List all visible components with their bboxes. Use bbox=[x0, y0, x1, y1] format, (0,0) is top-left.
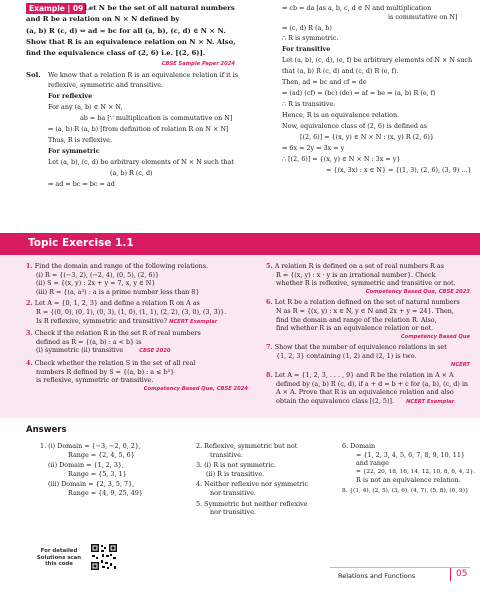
answer-line: transitive. bbox=[210, 450, 243, 459]
solution-line: Then, ad = bc and cf = de bbox=[282, 78, 367, 86]
question-text: N as R = {(x, y) : x ∈ N, y ∈ N and 2x + y = 24}. Then, bbox=[276, 306, 454, 315]
solution-heading: For reflexive bbox=[48, 92, 93, 100]
question-number: 5. bbox=[266, 262, 273, 270]
source-tag: NCERT Exemplar bbox=[169, 318, 218, 325]
question-text: (i) symmetric (ii) transitive bbox=[36, 346, 124, 355]
answer-line: Range = {5, 3, 1} bbox=[68, 469, 127, 478]
question-text: R = {(x, y) : x · y is an irrational number}. Check bbox=[276, 270, 436, 279]
source-tag: NCERT Exemplar bbox=[406, 398, 455, 405]
question-text: obtain the equivalence class [(2, 5)]. bbox=[276, 396, 395, 405]
solution-line: ∴ R is transitive. bbox=[282, 100, 336, 108]
question-text: numbers R defined by S = {(a, b) : a ≤ b³} bbox=[36, 367, 175, 376]
solution-line: We know that a relation R is an equivalence relation if it is bbox=[48, 71, 239, 79]
question-number: 3. bbox=[26, 329, 33, 338]
solution-line: ⇒ 6x = 2y ⇒ 3x = y bbox=[282, 144, 345, 152]
solution-line: = {(x, 3x) : x ∈ N} = {(1, 3), (2, 6), (3, 9) ...} bbox=[326, 166, 472, 174]
question-text: Check if the relation R in the set R of real numbers bbox=[34, 329, 201, 338]
answer-line: and range bbox=[356, 459, 389, 468]
question-text: (iii) R = {(a, a³) : a is a prime number less than 8} bbox=[36, 287, 200, 296]
chapter-title: Relations and Functions bbox=[338, 572, 416, 580]
answer-line: Range = {2, 4, 5, 6} bbox=[68, 450, 135, 459]
answer-line: Range = {4, 9, 25, 49} bbox=[68, 488, 143, 497]
exercise-question bbox=[266, 371, 470, 406]
question-text: Find the domain and range of the following relations. bbox=[34, 262, 209, 270]
source-tag: Competency Based Que, CBSE 2024 bbox=[143, 385, 248, 392]
answer-line: R is not an equivalence relation. bbox=[356, 476, 461, 485]
exercise-question bbox=[266, 343, 470, 369]
example-question-line-1: Let N be the set of all natural numbers bbox=[84, 4, 235, 12]
answer-line: 5. Symmetric but neither reflexive bbox=[196, 499, 308, 508]
question-text: R = {(0, 0), (0, 1), (0, 3), (1, 0), (1, 1), (2, 2), (3, 0), (3, 3)}. bbox=[36, 307, 227, 316]
question-number: 4. bbox=[26, 358, 33, 367]
exercise-question bbox=[266, 298, 470, 341]
answer-line: = {22, 20, 18, 16, 14, 12, 10, 8, 6, 4, 2}. bbox=[356, 468, 476, 475]
question-number: 6. bbox=[266, 298, 273, 307]
question-text: defined by (a, b) R (c, d), if a + d = b + c for (a, b), (c, d) in bbox=[276, 379, 469, 388]
answer-line: 6. Domain bbox=[342, 442, 376, 450]
footer-separator bbox=[450, 568, 451, 581]
solution-line: Let (a, b), (c, d), (e, f) be arbitrary elements of N × N such bbox=[282, 56, 473, 64]
question-text: find the domain and range of the relation R. Also, bbox=[276, 315, 437, 324]
solution-line: is commutative on N] bbox=[388, 13, 458, 21]
solution-line: Thus, R is reflexive. bbox=[48, 136, 112, 144]
solution-line: Now, equivalence class of (2, 6) is defined as bbox=[282, 122, 428, 130]
solution-line: Let (a, b), (c, d) be arbitrary elements of N × N such that bbox=[48, 158, 234, 166]
example-label: Example | 09 bbox=[26, 3, 86, 14]
answer-line: nor transitive. bbox=[210, 508, 256, 517]
solution-heading: For transitive bbox=[282, 45, 331, 53]
solution-line: ∴ [(2, 6)] = {(x, y) ∈ N × N : 3x = y} bbox=[282, 155, 401, 163]
question-number: 7. bbox=[266, 343, 273, 352]
answer-line: (ii) R is transitive. bbox=[206, 469, 265, 478]
question-text: A × A. Prove that R is an equivalence relation and also bbox=[276, 388, 454, 397]
source-tag: Competency Based Que, CBSE 2023 bbox=[365, 288, 470, 295]
qr-code-icon[interactable] bbox=[90, 543, 118, 571]
question-text: whether R is reflexive, symmetric and transitive or not. bbox=[276, 279, 456, 288]
question-text: Is R reflexive, symmetric and transitive? bbox=[36, 316, 168, 325]
answer-line: 3. (i) R is not symmetric. bbox=[196, 461, 277, 470]
question-number: 8. bbox=[266, 371, 273, 380]
question-text: Let A = {0, 1, 2, 3} and define a relation R on A as bbox=[34, 299, 200, 308]
question-text: Let A = {1, 2, 3, . . . , 9} and R be the relation in A × A bbox=[274, 371, 454, 380]
question-text: find whether R is an equivalence relation or not. bbox=[276, 324, 434, 333]
question-text: (i) R = {(−3, 2), (−2, 4), (0, 5), (2, 6)} bbox=[36, 270, 160, 279]
answer-line: 4. Neither reflexive nor symmetric bbox=[196, 480, 309, 489]
solution-line: (a, b) R (c, d) bbox=[110, 169, 153, 177]
solution-line: ⇒ (a, b) R (a, b) [from definition of relation R on N × N] bbox=[48, 125, 229, 133]
example-question-line-5: find the equivalence class of (2, 6) i.e. [(2, 6)]. bbox=[26, 49, 206, 57]
exercise-question bbox=[266, 262, 470, 296]
question-text: Show that the number of equivalence relations in set bbox=[274, 343, 447, 352]
answer-line: nor transitive. bbox=[210, 488, 256, 497]
topic-title: Topic Exercise 1.1 bbox=[28, 237, 134, 249]
source-tag: Competency Based Que bbox=[400, 333, 470, 340]
example-source-tag: CBSE Sample Paper 2024 bbox=[161, 61, 235, 67]
answer-line: 8. {(1, 4), (2, 5), (3, 6), (4, 7), (5, 8), (6, 9)} bbox=[342, 487, 469, 494]
question-text: Check whether the relation S in the set of all real bbox=[34, 358, 196, 367]
answers-column-1 bbox=[40, 442, 190, 498]
answers-column-3 bbox=[342, 442, 474, 496]
question-text: defined as R = {(a, b) : a < b} is bbox=[36, 337, 142, 346]
example-question-line-4: Show that R is an equivalence relation on N × N. Also, bbox=[26, 38, 236, 46]
answer-line: 2. Reflexive, symmetric but not bbox=[196, 442, 298, 450]
question-text: Let R be a relation defined on the set of natural numbers bbox=[274, 298, 460, 307]
example-question-line-3: (a, b) R (c, d) ⇔ ad = bc for all (a, b), (c, d) ∈ N × N. bbox=[26, 27, 226, 35]
answer-line: = {1, 2, 3, 4, 5, 6, 7, 8, 9, 10, 11} bbox=[356, 450, 466, 459]
question-text: is reflexive, symmetric or transitive. bbox=[36, 376, 154, 385]
solution-line: [(2, 6)] = {(x, y) ∈ N × N : (x, y) R (2, 6)} bbox=[300, 133, 434, 141]
solution-line: ∴ R is symmetric. bbox=[282, 34, 339, 42]
exercise-right-column bbox=[266, 262, 470, 407]
question-number: 1. bbox=[26, 262, 33, 270]
question-text: {1, 2, 3} containing (1, 2) and (2, 1) is two. bbox=[276, 351, 417, 360]
answer-line: 1. (i) Domain = {−3, −2, 0, 2}, bbox=[40, 442, 141, 450]
solution-line: ⇒ (ad) (cf) = (bc) (de) ⇒ af = be ⇒ (a, b) R (e, f) bbox=[282, 89, 436, 97]
solution-line: reflexive, symmetric and transitive. bbox=[48, 81, 164, 89]
page-number: 05 bbox=[456, 569, 468, 579]
answers-column-2 bbox=[196, 442, 336, 517]
question-text: (ii) S = {(x, y) : 2x + y = 7, x, y ∈ N} bbox=[36, 279, 156, 288]
source-tag: NCERT bbox=[451, 361, 470, 368]
solution-line: ⇒ (c, d) R (a, b) bbox=[282, 24, 332, 32]
exercise-question bbox=[26, 262, 248, 296]
answer-line: (ii) Domain = {1, 2, 3}, bbox=[48, 461, 125, 470]
solution-label: Sol. bbox=[26, 71, 41, 79]
solution-line: ⇒ cb = da [as a, b, c, d ∈ N and multiplication bbox=[282, 4, 432, 12]
qr-caption: For detailed Solutions scan this code bbox=[36, 548, 82, 568]
question-text: A relation R is defined on a set of real numbers R as bbox=[274, 262, 444, 270]
solution-line: Hence, R is an equivalence relation. bbox=[282, 111, 400, 119]
answer-line: (iii) Domain = {2, 3, 5, 7}, bbox=[48, 480, 135, 489]
solution-line: that (a, b) R (c, d) and (c, d) R (e, f). bbox=[282, 67, 399, 75]
exercise-left-column bbox=[26, 262, 248, 393]
solution-heading: For symmetric bbox=[48, 147, 100, 155]
example-question-line-2: and R be a relation on N × N defined by bbox=[26, 15, 180, 23]
exercise-question bbox=[26, 329, 248, 356]
solution-line: ab = ba [∵ multiplication is commutative on N] bbox=[80, 114, 233, 122]
answers-title: Answers bbox=[26, 425, 67, 435]
solution-line: For any (a, b) ∈ N × N, bbox=[48, 103, 123, 111]
solution-line: ⇒ ad = bc ⇒ bc = ad bbox=[48, 180, 115, 188]
source-tag: CBSE 2020 bbox=[139, 348, 171, 355]
exercise-question bbox=[26, 359, 248, 393]
exercise-question bbox=[26, 299, 248, 326]
question-number: 2. bbox=[26, 299, 33, 308]
footer-divider bbox=[330, 567, 470, 568]
